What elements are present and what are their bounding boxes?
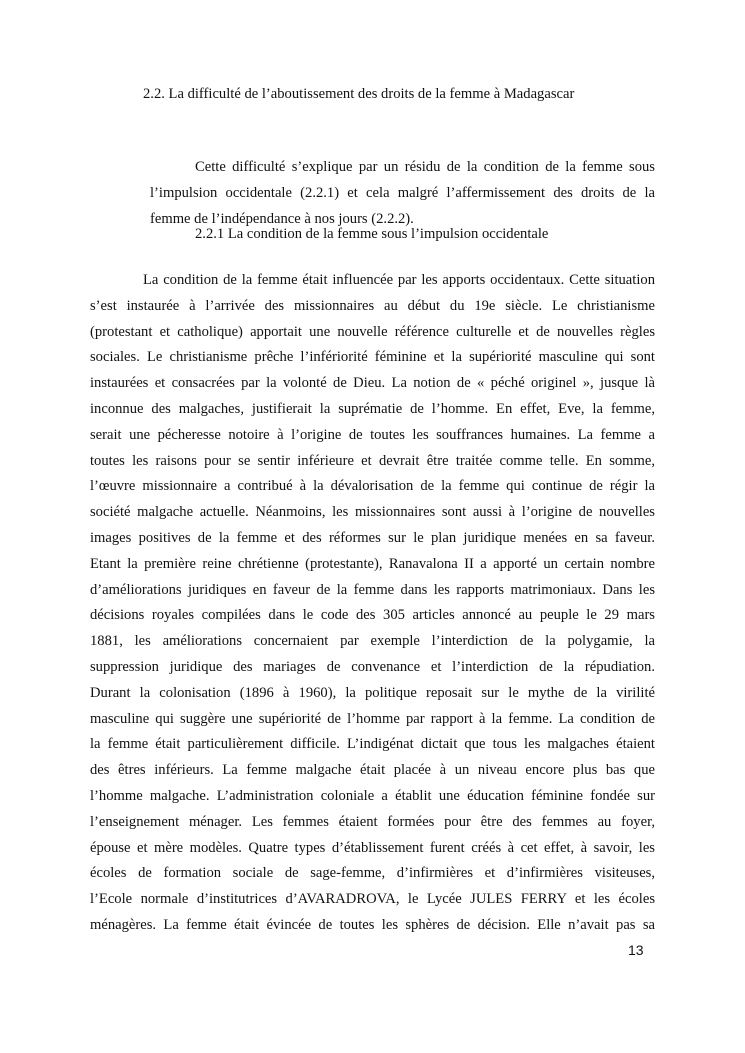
text-line: écoles de formation sociale de sage-femme, d’infirmières et d’infirmières visiteuses, <box>90 865 655 882</box>
text-line: s’est instaurée à l’arrivée des missionnaires au début du 19e siècle. Le christianisme <box>90 297 655 314</box>
text-line: suppression juridique des mariages de convenance et l’interdiction de la répudiation. <box>90 658 655 675</box>
text-line: 1881, les améliorations concernaient par exemple l’interdiction de la polygamie, la <box>90 633 655 650</box>
text-line: d’améliorations juridiques en faveur de la femme dans les rapports matrimoniaux. Dans les <box>90 581 655 598</box>
text-line: instaurées et consacrées par la volonté de Dieu. La notion de « péché originel », jusque là <box>90 375 655 392</box>
subsection-heading: 2.2.1 La condition de la femme sous l’impulsion occidentale <box>195 226 549 242</box>
text-line: inconnue des malgaches, justifierait la suprématie de l’homme. En effet, Eve, la femme, <box>90 400 655 417</box>
section-heading: 2.2. La difficulté de l’aboutissement des droits de la femme à Madagascar <box>143 86 575 102</box>
text-line: Durant la colonisation (1896 à 1960), la politique reposait sur le mythe de la virilité <box>90 684 655 701</box>
text-line: toutes les raisons pour se sentir inférieure et devrait être traitée comme telle. En somme, <box>90 452 655 469</box>
text-line: la femme était particulièrement difficile. L’indigénat dictait que tous les malgaches étaient <box>90 736 655 753</box>
text-line: Etant la première reine chrétienne (protestante), Ranavalona II a apporté un certain nombre <box>90 555 655 572</box>
text-line: des êtres inférieurs. La femme malgache était placée à un niveau encore plus bas que <box>90 762 655 779</box>
text-line: (protestant et catholique) apportait une nouvelle référence culturelle et de nouvelles règles <box>90 323 655 340</box>
text-line: l’homme malgache. L’administration coloniale a établit une éducation féminine fondée sur <box>90 787 655 804</box>
text-line: femme de l’indépendance à nos jours (2.2.2). <box>150 210 414 227</box>
text-line: ménagères. La femme était évincée de toutes les sphères de décision. Elle n’avait pas sa <box>90 916 655 933</box>
text-line: sociales. Le christianisme prêche l’infériorité féminine et la supériorité masculine qui sont <box>90 349 655 366</box>
body-paragraph <box>90 268 655 939</box>
text-line: l’enseignement ménager. Les femmes étaient formées pour être des femmes au foyer, <box>90 813 655 830</box>
intro-paragraph <box>150 155 655 232</box>
text-line: l’Ecole normale d’institutrices d’AVARADROVA, le Lycée JULES FERRY et les écoles <box>90 891 655 908</box>
text-line: La condition de la femme était influencée par les apports occidentaux. Cette situation <box>143 272 655 288</box>
text-line: masculine qui suggère une supériorité de l’homme par rapport à la femme. La condition de <box>90 710 655 727</box>
text-line: épouse et mère modèles. Quatre types d’établissement furent créés à cet effet, à savoir, les <box>90 839 655 856</box>
text-line: serait une pécheresse notoire à l’origine de toutes les souffrances humaines. La femme a <box>90 426 655 443</box>
page-number: 13 <box>628 942 644 958</box>
text-line: l’impulsion occidentale (2.2.1) et cela malgré l’affermissement des droits de la <box>150 184 655 201</box>
text-line: l’œuvre missionnaire a contribué à la dévalorisation de la femme qui continue de régir la <box>90 478 655 495</box>
text-line: images positives de la femme et des réformes sur le plan juridique menées en sa faveur. <box>90 529 655 546</box>
text-line: décisions royales compilées dans le code des 305 articles annoncé au peuple le 29 mars <box>90 607 655 624</box>
text-line: société malgache actuelle. Néanmoins, les missionnaires sont aussi à l’origine de nouvelles <box>90 504 655 521</box>
text-line: Cette difficulté s’explique par un résidu de la condition de la femme sous <box>195 159 655 175</box>
